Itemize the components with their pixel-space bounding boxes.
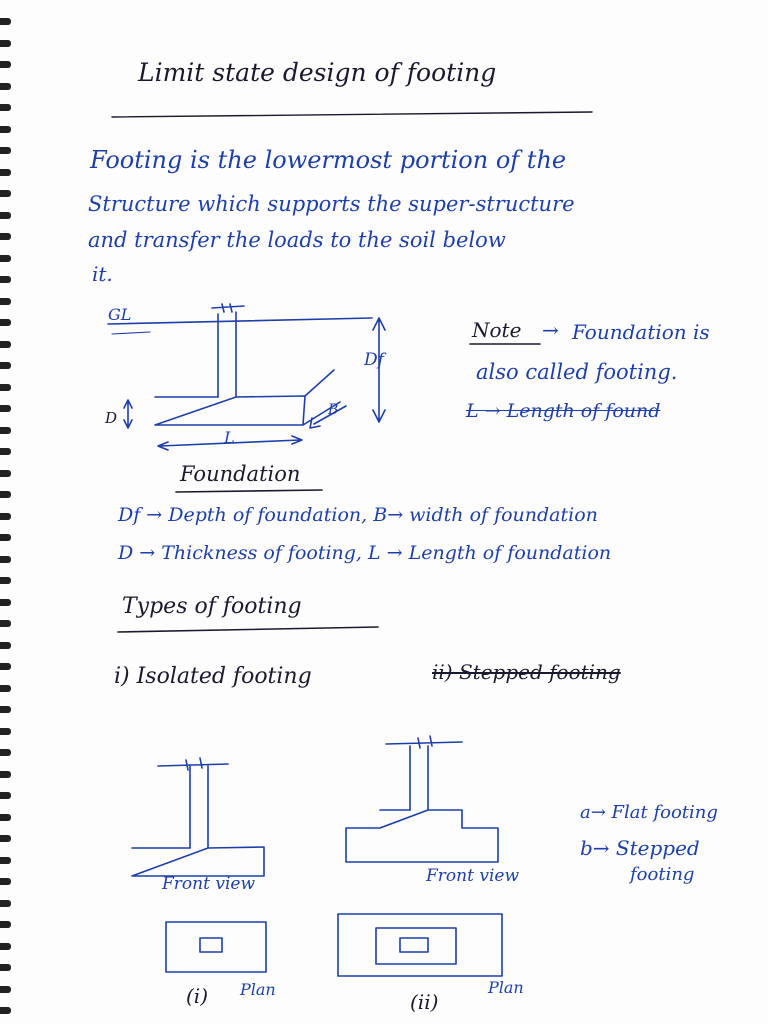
page-title: Limit state design of footing (138, 58, 497, 87)
figure-label-a: (i) (186, 984, 209, 1008)
legend-a: a→ Flat footing (580, 802, 718, 823)
footing-slab (155, 396, 305, 425)
d-dimension (124, 400, 132, 428)
note-arrow: → (542, 318, 559, 342)
ground-line (108, 318, 372, 324)
plan-view-b (338, 914, 502, 976)
types-heading: Types of footing (122, 594, 302, 619)
df-dimension (373, 318, 385, 422)
types-underline (118, 627, 378, 632)
l-label: L (224, 428, 235, 447)
plan-label-a: Plan (240, 980, 276, 999)
intro-line-2: Structure which supports the super-structure (88, 192, 575, 216)
intro-line-1: Footing is the lowermost portion of the (90, 146, 567, 174)
foundation-diagram (108, 304, 385, 492)
title-underline (112, 112, 592, 117)
column-top-marks (212, 304, 244, 312)
df-label: Df (364, 350, 384, 370)
definition-line-2: D → Thickness of footing, L → Length of foundation (118, 542, 612, 564)
plan-view-a (166, 922, 266, 972)
d-label: D (105, 409, 118, 427)
definition-line-1: Df → Depth of foundation, B→ width of foundation (118, 504, 598, 526)
note-line-2: also called footing. (476, 360, 678, 384)
front-view-label-a: Front view (162, 874, 255, 894)
type-item-1: i) Isolated footing (114, 664, 312, 689)
l-dimension (158, 436, 302, 450)
legend-b-line-1: b→ Stepped (580, 836, 700, 860)
gl-label: GL (108, 305, 132, 324)
type-item-2: ii) Stepped footing (432, 660, 621, 684)
legend-b-line-2: footing (630, 864, 695, 885)
front-view-label-b: Front view (426, 866, 519, 886)
figure-label-b: (ii) (410, 990, 439, 1014)
plan-label-b: Plan (488, 978, 524, 997)
intro-line-4: it. (92, 262, 113, 286)
note-struck-line: L → Length of found (466, 400, 661, 422)
column (218, 312, 236, 397)
note-line-1: Foundation is (572, 320, 710, 344)
caption-underline (176, 490, 322, 492)
intro-line-3: and transfer the loads to the soil below (88, 228, 506, 252)
diagram-caption: Foundation (180, 462, 301, 486)
b-label: B (328, 402, 339, 418)
note-heading: Note (472, 318, 522, 342)
stepped-footing-front-view (346, 736, 498, 862)
footing-3d-edges (303, 370, 340, 425)
flat-footing-front-view (132, 758, 264, 876)
